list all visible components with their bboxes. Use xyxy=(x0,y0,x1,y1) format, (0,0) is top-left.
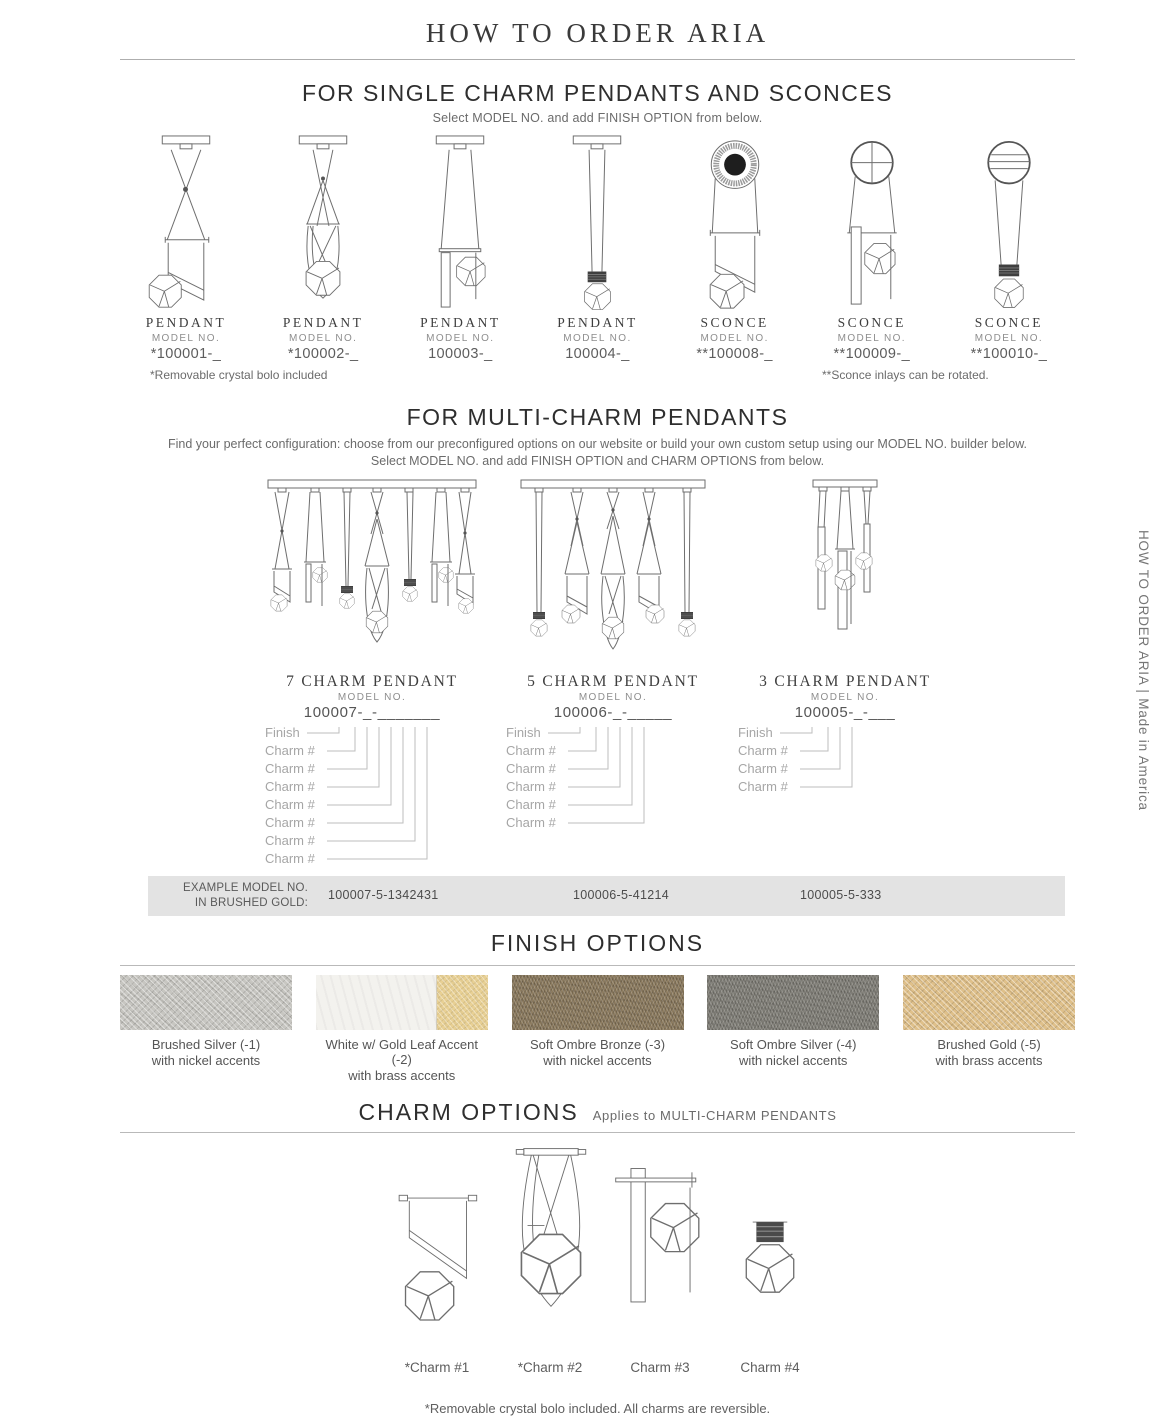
product-card-100003 xyxy=(394,133,526,362)
multi-builders-zone xyxy=(120,474,1075,876)
charm-options-zone xyxy=(120,1137,1075,1375)
svg-text:Finish: Finish xyxy=(738,724,773,740)
model-no-label: MODEL NO. xyxy=(837,333,906,344)
product-type: SCONCE xyxy=(700,315,769,330)
builder-diagram-3 xyxy=(738,725,948,799)
builder-name: 7 CHARM PENDANT xyxy=(286,672,458,690)
svg-text:Charm #: Charm # xyxy=(265,760,315,776)
builder-model-no: 100006-_-_____ xyxy=(553,703,673,721)
footnote-sconce-inlays: **Sconce inlays can be rotated. xyxy=(822,368,989,382)
finish-option-soft-ombre-silver xyxy=(707,975,879,1083)
product-type: PENDANT xyxy=(557,315,638,330)
builder-name: 3 CHARM PENDANT xyxy=(759,672,931,690)
builder-column-3-charm xyxy=(730,474,960,799)
crystal-icon xyxy=(457,257,485,285)
example-label-line2: IN BRUSHED GOLD: xyxy=(194,896,308,909)
crystal-icon xyxy=(650,1203,698,1251)
charm-option-3 xyxy=(600,1137,720,1375)
finish-section-heading: FINISH OPTIONS xyxy=(490,929,705,956)
charm-divider xyxy=(120,1132,1075,1133)
svg-text:Charm #: Charm # xyxy=(265,814,315,830)
model-no-label: MODEL NO. xyxy=(426,333,495,344)
charm-option-1 xyxy=(377,1137,497,1375)
charm-label: Charm #4 xyxy=(740,1359,800,1375)
finish-name: White w/ Gold Leaf Accent (-2) xyxy=(325,1036,478,1067)
finish-accent-note: with nickel accents xyxy=(739,1052,848,1068)
crystal-icon xyxy=(406,1272,454,1320)
crystal-icon xyxy=(585,284,611,310)
finish-option-soft-ombre-bronze xyxy=(512,975,684,1083)
page-title: HOW TO ORDER ARIA xyxy=(425,18,770,48)
finish-accent-note: with nickel accents xyxy=(543,1052,652,1068)
charm-3-drawing xyxy=(608,1159,713,1321)
charm-label: Charm #3 xyxy=(630,1359,690,1375)
single-footnotes xyxy=(120,368,1075,390)
charm-footnote: *Removable crystal bolo included. All charms are reversible. xyxy=(424,1400,771,1416)
example-model-3charm: 100005-5-333 xyxy=(800,887,882,902)
charm-4-drawing xyxy=(725,1213,815,1313)
pendant-100004-drawing xyxy=(532,133,662,311)
finish-option-white-gold-leaf xyxy=(316,975,488,1083)
product-card-100009 xyxy=(806,133,938,362)
crystal-icon xyxy=(149,275,181,307)
svg-text:Finish: Finish xyxy=(265,724,300,740)
svg-text:Charm #: Charm # xyxy=(738,742,788,758)
single-section-heading: FOR SINGLE CHARM PENDANTS AND SCONCES xyxy=(302,80,893,106)
charm-option-2 xyxy=(490,1137,610,1375)
finish-option-brushed-gold xyxy=(903,975,1075,1083)
svg-text:Charm #: Charm # xyxy=(265,850,315,866)
example-model-7charm: 100007-5-1342431 xyxy=(328,887,439,902)
socket-icon xyxy=(999,265,1019,277)
sconce-100010-drawing xyxy=(944,133,1074,311)
product-card-100002 xyxy=(257,133,389,362)
product-type: PENDANT xyxy=(145,315,227,330)
sconce-100009-drawing xyxy=(807,133,937,311)
finish-name: Soft Ombre Silver (-4) xyxy=(730,1036,857,1052)
pendant-100001-drawing xyxy=(121,133,251,311)
model-no-label: MODEL NO. xyxy=(700,333,769,344)
socket-icon xyxy=(588,271,607,282)
svg-text:Charm #: Charm # xyxy=(506,796,556,812)
model-no-label: MODEL NO. xyxy=(563,333,632,344)
finish-accent-note: with nickel accents xyxy=(151,1052,261,1068)
product-model-no: **100008-_ xyxy=(696,346,773,362)
builder-diagram-5 xyxy=(506,725,716,835)
multi-desc-line1: Find your perfect configuration: choose from our preconfigured options on our website or build your own custom setup using our MODEL NO. builder below. xyxy=(167,437,1027,451)
charm-label: *Charm #1 xyxy=(404,1359,470,1375)
finish-name: Brushed Gold (-5) xyxy=(937,1036,1041,1052)
multi-section-heading: FOR MULTI-CHARM PENDANTS xyxy=(406,404,789,430)
finish-accent-note: with brass accents xyxy=(348,1067,456,1083)
model-no-label: MODEL NO. xyxy=(337,691,407,703)
product-card-100010 xyxy=(943,133,1075,362)
svg-text:Charm #: Charm # xyxy=(738,778,788,794)
product-card-100001 xyxy=(120,133,252,362)
product-card-100008 xyxy=(669,133,801,362)
single-products-row xyxy=(120,133,1075,362)
crystal-icon xyxy=(746,1244,793,1291)
finish-accent-note: with brass accents xyxy=(935,1052,1043,1068)
example-band-label xyxy=(148,881,308,911)
builder-model-no: 100007-_-_______ xyxy=(303,703,441,721)
builder-name: 5 CHARM PENDANT xyxy=(527,672,699,690)
svg-text:Charm #: Charm # xyxy=(738,760,788,776)
svg-text:Charm #: Charm # xyxy=(265,778,315,794)
crystal-icon xyxy=(710,274,744,308)
finish-swatch xyxy=(316,975,488,1030)
example-model-band xyxy=(148,876,1065,916)
charm-section-subheading: Applies to MULTI-CHARM PENDANTS xyxy=(592,1107,837,1123)
crystal-icon xyxy=(995,279,1023,307)
finish-name: Brushed Silver (-1) xyxy=(151,1036,261,1052)
finish-swatch xyxy=(120,975,292,1030)
builder-column-5-charm xyxy=(498,474,728,835)
finish-swatches-row xyxy=(120,975,1075,1083)
svg-text:Charm #: Charm # xyxy=(265,742,315,758)
builder-diagram-7 xyxy=(265,725,475,870)
model-no-label: MODEL NO. xyxy=(151,333,221,344)
product-model-no: **100009-_ xyxy=(833,346,911,362)
product-card-100004 xyxy=(531,133,663,362)
svg-text:Charm #: Charm # xyxy=(506,814,556,830)
svg-text:Charm #: Charm # xyxy=(506,760,556,776)
single-section-subheading: Select MODEL NO. and add FINISH OPTION from below. xyxy=(432,111,763,125)
charm-1-drawing xyxy=(377,1179,497,1339)
svg-text:Charm #: Charm # xyxy=(265,832,315,848)
multi-section-description xyxy=(120,436,1075,470)
pendant-100002-drawing xyxy=(258,133,388,311)
title-divider xyxy=(120,59,1075,60)
sconce-100008-drawing xyxy=(670,133,800,311)
charm-option-4 xyxy=(710,1137,830,1375)
svg-text:Finish: Finish xyxy=(506,724,541,740)
product-type: SCONCE xyxy=(974,315,1044,330)
builder-model-no: 100005-_-___ xyxy=(794,703,896,721)
pendant-100003-drawing xyxy=(395,133,525,311)
finish-divider xyxy=(120,965,1075,966)
model-no-label: MODEL NO. xyxy=(810,691,880,703)
finish-swatch xyxy=(512,975,684,1030)
pendant-5-charm-drawing xyxy=(513,474,713,664)
crystal-icon xyxy=(306,261,340,295)
product-type: PENDANT xyxy=(420,315,501,330)
gold-leaf-accent-strip xyxy=(436,975,488,1030)
finish-option-brushed-silver xyxy=(120,975,292,1083)
model-no-label: MODEL NO. xyxy=(578,691,648,703)
charm-section-heading: CHARM OPTIONS xyxy=(358,1098,579,1125)
product-type: PENDANT xyxy=(282,315,364,330)
product-model-no: 100003-_ xyxy=(428,346,493,362)
finish-swatch xyxy=(707,975,879,1030)
charm-label: *Charm #2 xyxy=(517,1359,583,1375)
model-no-label: MODEL NO. xyxy=(974,333,1044,344)
footnote-crystal-bolo: *Removable crystal bolo included xyxy=(150,368,328,382)
product-model-no: 100004-_ xyxy=(565,346,630,362)
product-type: SCONCE xyxy=(837,315,906,330)
svg-text:Charm #: Charm # xyxy=(265,796,315,812)
crystal-icon xyxy=(521,1234,580,1293)
example-model-5charm: 100006-5-41214 xyxy=(573,887,669,902)
example-label-line1: EXAMPLE MODEL NO. xyxy=(182,881,308,894)
model-no-label: MODEL NO. xyxy=(288,333,358,344)
builder-column-7-charm xyxy=(257,474,487,870)
vertical-page-label: HOW TO ORDER ARIA | Made in America xyxy=(1136,530,1151,811)
svg-text:Charm #: Charm # xyxy=(506,778,556,794)
product-model-no: *100001-_ xyxy=(150,346,222,362)
charm-section-header xyxy=(120,1099,1075,1126)
multi-desc-line2: Select MODEL NO. and add FINISH OPTION and CHARM OPTIONS from below. xyxy=(370,453,825,468)
pendant-7-charm-drawing xyxy=(262,474,482,664)
product-model-no: *100002-_ xyxy=(287,346,359,362)
product-model-no: **100010-_ xyxy=(970,346,1048,362)
finish-swatch xyxy=(903,975,1075,1030)
pendant-3-charm-drawing xyxy=(785,474,905,664)
svg-text:Charm #: Charm # xyxy=(506,742,556,758)
charm-2-drawing xyxy=(490,1143,612,1325)
finish-name: Soft Ombre Bronze (-3) xyxy=(529,1036,666,1052)
